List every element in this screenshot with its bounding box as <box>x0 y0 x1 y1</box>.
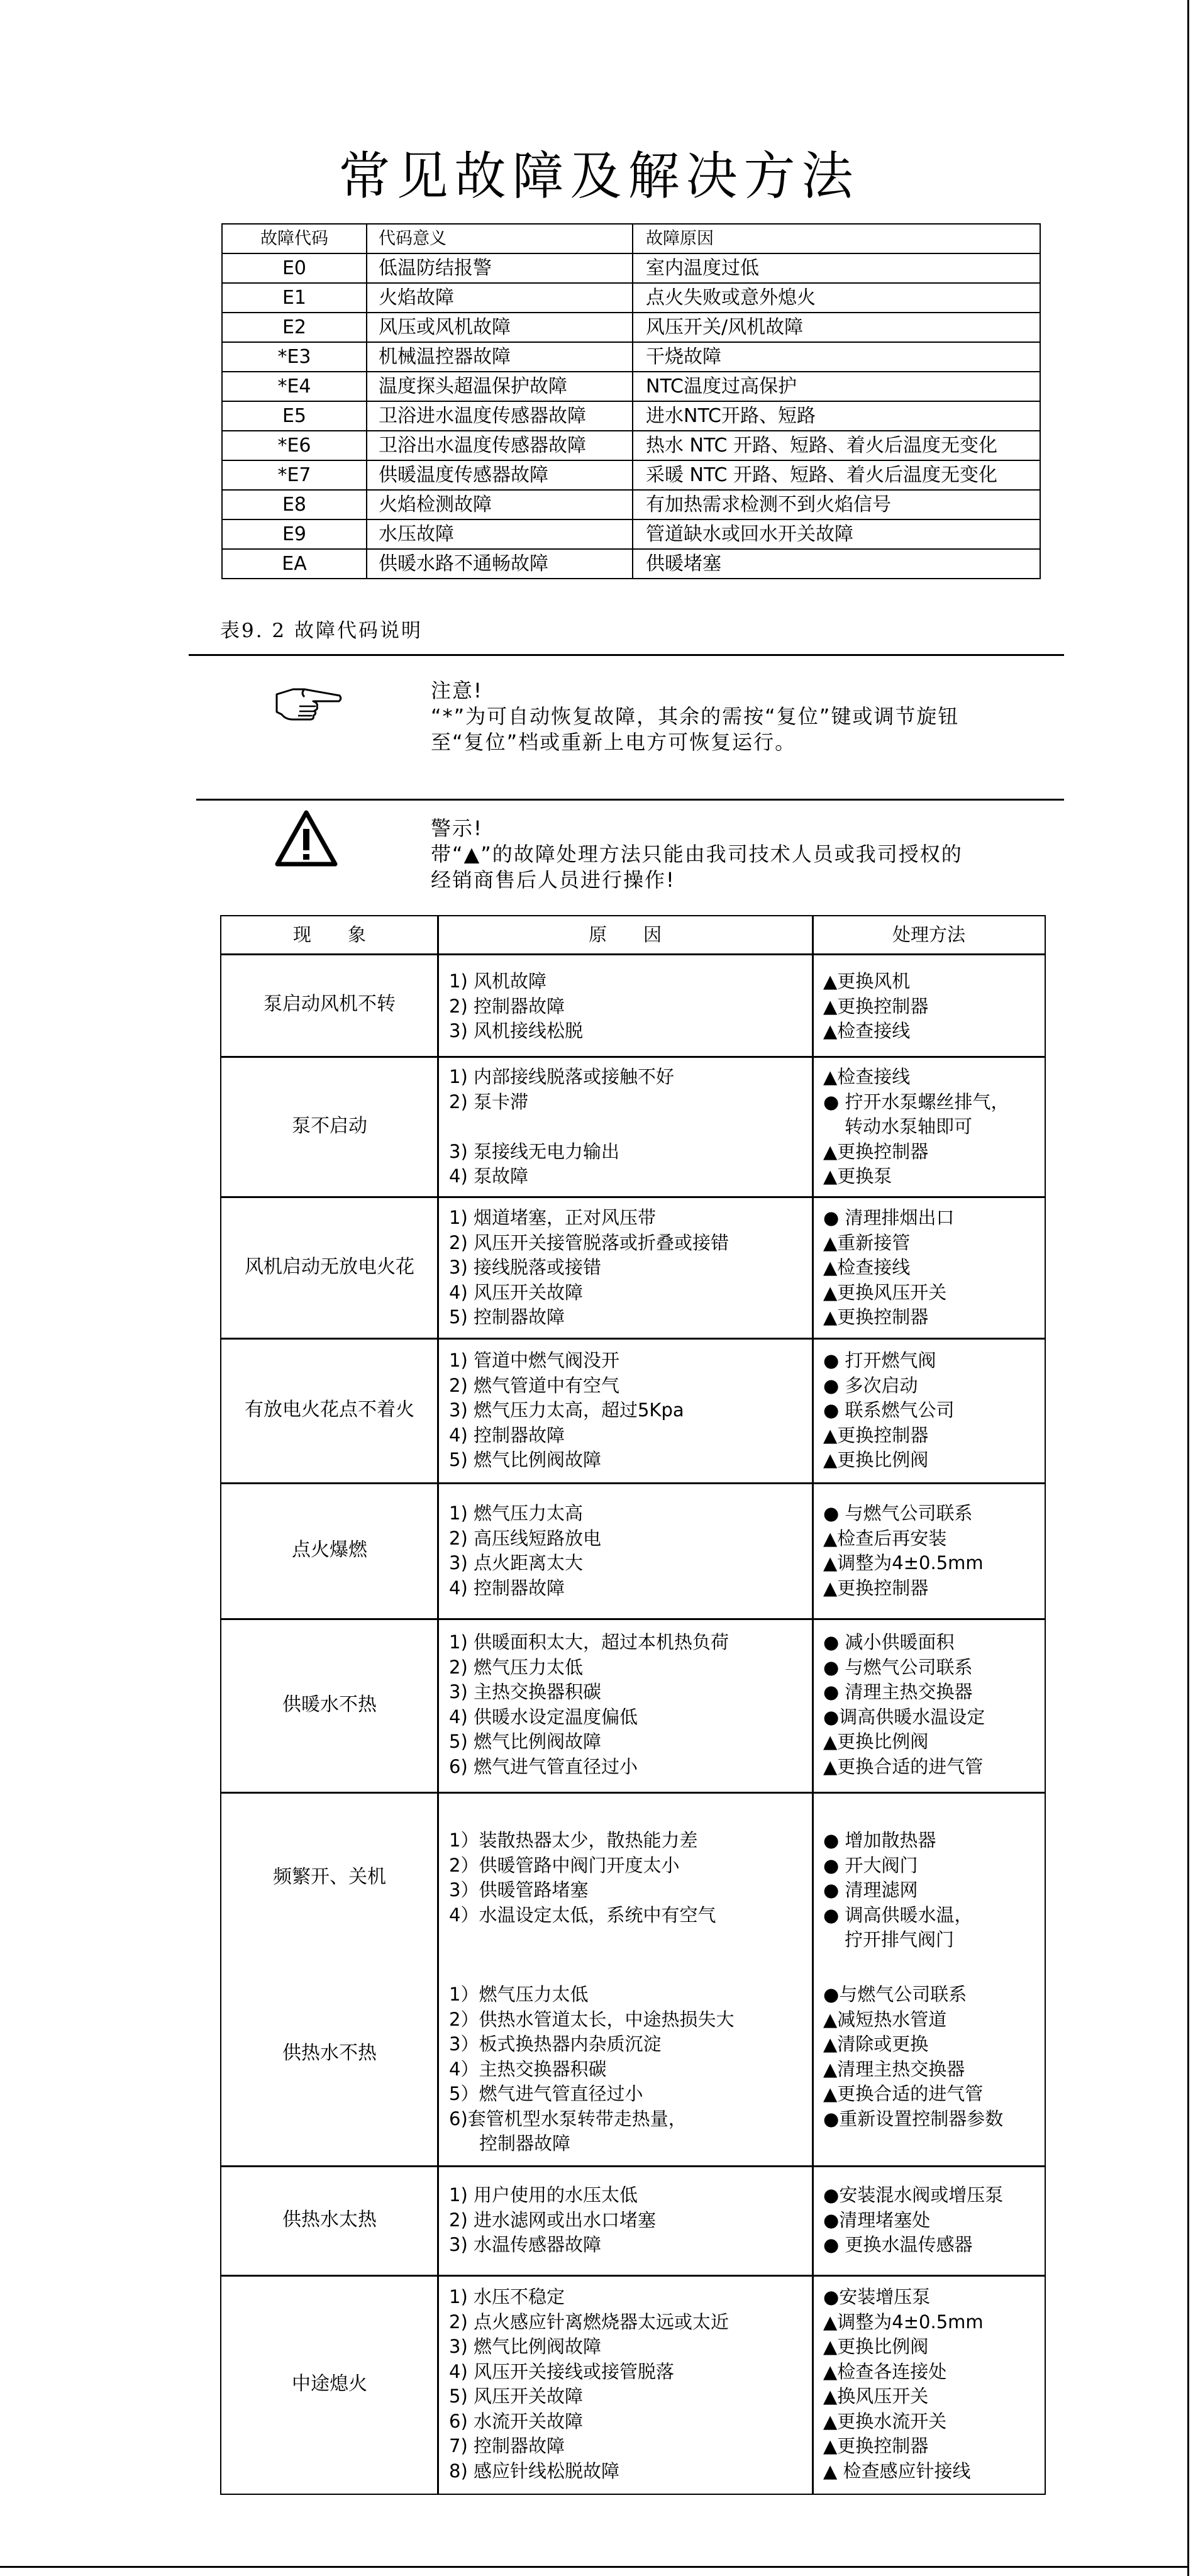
meaning-cell: 卫浴出水温度传感器故障 <box>367 431 633 460</box>
table-row <box>222 431 1040 460</box>
cause-list <box>449 1206 814 1330</box>
cause-list <box>449 1348 814 1473</box>
cause-item: 4) 供暖水设定温度偏低 <box>449 1706 638 1728</box>
method-item: 拧开排气阀门 <box>845 1929 955 1950</box>
cause-item: 1) 供暖面积太大，超过本机热负荷 <box>449 1631 729 1653</box>
page-title: 常见故障及解决方法 <box>338 147 860 206</box>
cause-cell: 管道缺水或回水开关故障 <box>633 519 1040 549</box>
symptom-cell: 泵启动风机不转 <box>263 993 396 1015</box>
method-item: ● 拧开水泵螺丝排气， <box>823 1091 1009 1113</box>
divider-line <box>196 799 1064 801</box>
cause-item: 1）装散热器太少，散热能力差 <box>449 1829 698 1851</box>
cause-cell: 点火失败或意外熄火 <box>633 283 1040 313</box>
method-item: ●调高供暖水温设定 <box>823 1706 985 1728</box>
cause-item: 1) 用户使用的水压太低 <box>449 2184 638 2206</box>
cause-item: 1) 内部接线脱落或接触不好 <box>449 1066 674 1087</box>
cause-item: 控制器故障 <box>479 2133 571 2154</box>
table-row <box>222 313 1040 342</box>
table-row <box>222 283 1040 313</box>
meaning-cell: 火焰故障 <box>367 283 633 313</box>
cause-cell: 采暖 NTC 开路、短路、着火后温度无变化 <box>633 460 1040 490</box>
method-item: ● 与燃气公司联系 <box>823 1502 973 1524</box>
code-cell: E8 <box>222 490 367 519</box>
method-item: ▲调整为4±0.5mm <box>823 1552 984 1574</box>
cause-item: 3) 水温传感器故障 <box>449 2234 601 2255</box>
warning-block <box>431 816 963 893</box>
method-item: ● 调高供暖水温， <box>823 1904 973 1926</box>
cause-cell: 室内温度过低 <box>633 253 1040 283</box>
cause-item: 2) 点火感应针离燃烧器太远或太近 <box>449 2311 729 2333</box>
row-divider <box>221 1618 1045 1620</box>
cause-cell: 进水NTC开路、短路 <box>633 401 1040 431</box>
cause-item: 7) 控制器故障 <box>449 2435 565 2457</box>
cause-item: 6) 水流开关故障 <box>449 2410 583 2432</box>
method-list <box>823 1828 1043 1953</box>
cause-item: 3) 燃气压力太高，超过5Kpa <box>449 1399 684 1421</box>
method-list <box>823 1501 1043 1601</box>
code-cell: E2 <box>222 313 367 342</box>
cause-item: 3) 风机接线松脱 <box>449 1020 583 1041</box>
method-item: ▲更换控制器 <box>823 1424 929 1446</box>
method-list <box>823 1348 1043 1473</box>
method-list <box>823 2285 1043 2484</box>
method-item: ●与燃气公司联系 <box>823 1984 967 2005</box>
divider-line <box>189 654 1064 656</box>
row-divider <box>221 1196 1045 1198</box>
method-item: ▲重新接管 <box>823 1231 911 1253</box>
error-code-table <box>221 223 1041 579</box>
cause-item: 3) 燃气比例阀故障 <box>449 2336 601 2357</box>
method-item: ▲减短热水管道 <box>823 2008 947 2030</box>
method-item: ● 与燃气公司联系 <box>823 1656 973 1678</box>
header-code: 故障代码 <box>222 224 367 253</box>
method-item: ▲更换比例阀 <box>823 1449 929 1470</box>
row-divider <box>221 953 1045 955</box>
meaning-cell: 温度探头超温保护故障 <box>367 372 633 401</box>
method-item: ▲调整为4±0.5mm <box>823 2311 984 2333</box>
method-list <box>823 2183 1043 2258</box>
cause-item: 3) 主热交换器积碳 <box>449 1681 601 1702</box>
code-cell: *E4 <box>222 372 367 401</box>
cause-item: 8) 感应针线松脱故障 <box>449 2460 619 2482</box>
table-row <box>222 342 1040 372</box>
method-item: ▲更换控制器 <box>823 1306 929 1328</box>
method-item: ▲更换泵 <box>823 1165 892 1187</box>
code-cell: *E6 <box>222 431 367 460</box>
symptom-cell: 泵不启动 <box>292 1115 367 1137</box>
table-row <box>222 490 1040 519</box>
table-row <box>222 253 1040 283</box>
warning-title: 警示! <box>431 816 483 840</box>
symptom-cell: 频繁开、关机 <box>273 1866 386 1888</box>
code-cell: E0 <box>222 253 367 283</box>
symptom-cell: 中途熄火 <box>292 2373 367 2395</box>
cause-item: 4) 风压开关接线或接管脱落 <box>449 2360 674 2382</box>
header-method: 处理方法 <box>892 924 965 945</box>
warning-line: 带“▲”的故障处理方法只能由我司技术人员或我司授权的 <box>431 842 963 866</box>
code-cell: E5 <box>222 401 367 431</box>
cause-item: 1) 管道中燃气阀没开 <box>449 1350 619 1371</box>
cause-list <box>449 1630 814 1779</box>
cause-list <box>449 2183 814 2258</box>
row-divider <box>221 1482 1045 1484</box>
cause-cell: 热水 NTC 开路、短路、着火后温度无变化 <box>633 431 1040 460</box>
cause-list <box>449 969 814 1044</box>
row-divider <box>221 2275 1045 2277</box>
cause-item: 2) 控制器故障 <box>449 995 565 1017</box>
method-item: ▲更换控制器 <box>823 1577 929 1599</box>
method-item: ▲更换水流开关 <box>823 2410 947 2432</box>
cause-list <box>449 1982 814 2157</box>
method-item: ▲换风压开关 <box>823 2385 929 2407</box>
row-divider <box>221 2165 1045 2167</box>
method-item: ● 清理排烟出口 <box>823 1207 955 1228</box>
table-row <box>222 401 1040 431</box>
cause-item: 1) 风机故障 <box>449 970 546 992</box>
method-item: ● 打开燃气阀 <box>823 1350 936 1371</box>
meaning-cell: 供暖水路不通畅故障 <box>367 549 633 579</box>
method-item: ▲检查各连接处 <box>823 2360 947 2382</box>
cause-item: 3）板式换热器内杂质沉淀 <box>449 2033 662 2055</box>
method-item: ● 联系燃气公司 <box>823 1399 955 1421</box>
row-divider <box>221 1792 1045 1794</box>
cause-item: 2) 风压开关接管脱落或折叠或接错 <box>449 1231 729 1253</box>
method-item: ● 更换水温传感器 <box>823 2234 973 2255</box>
code-cell: EA <box>222 549 367 579</box>
pointing-hand-icon <box>274 682 343 722</box>
cause-item: 6)套管机型水泵转带走热量， <box>449 2107 687 2129</box>
table-row <box>222 460 1040 490</box>
symptom-cell: 风机启动无放电火花 <box>245 1256 414 1278</box>
code-cell: *E3 <box>222 342 367 372</box>
cause-list <box>449 1501 814 1601</box>
cause-item: 3) 点火距离太大 <box>449 1552 583 1574</box>
notice-line: 至“复位”档或重新上电方可恢复运行。 <box>431 730 797 754</box>
spacer <box>449 1114 814 1140</box>
cause-item: 5) 燃气比例阀故障 <box>449 1449 601 1470</box>
method-item: ▲更换控制器 <box>823 2435 929 2457</box>
cause-cell: 风压开关/风机故障 <box>633 313 1040 342</box>
warning-line: 经销商售后人员进行操作! <box>431 868 675 892</box>
method-item: ● 增加散热器 <box>823 1829 936 1851</box>
table-header-row <box>222 224 1040 253</box>
method-item: ▲检查后再安装 <box>823 1527 947 1549</box>
method-item: ▲更换比例阀 <box>823 1731 929 1752</box>
method-list <box>823 969 1043 1044</box>
cause-item: 4）水温设定太低，系统中有空气 <box>449 1904 716 1926</box>
method-list <box>823 1630 1043 1779</box>
code-cell: E9 <box>222 519 367 549</box>
header-meaning: 代码意义 <box>367 224 633 253</box>
cause-item: 5) 控制器故障 <box>449 1306 565 1328</box>
table-row <box>222 519 1040 549</box>
cause-cell: 干烧故障 <box>633 342 1040 372</box>
cause-item: 5）燃气进气管直径过小 <box>449 2083 643 2104</box>
row-divider <box>221 1338 1045 1340</box>
cause-list <box>449 2285 814 2484</box>
method-item: ● 减小供暖面积 <box>823 1631 955 1653</box>
method-item: ▲更换控制器 <box>823 995 929 1017</box>
notice-title: 注意! <box>431 679 483 702</box>
cause-item: 3) 泵接线无电力输出 <box>449 1140 619 1162</box>
table-caption: 表9. 2 故障代码说明 <box>220 619 423 642</box>
method-item: ▲更换风机 <box>823 970 911 992</box>
code-cell: *E7 <box>222 460 367 490</box>
meaning-cell: 火焰检测故障 <box>367 490 633 519</box>
cause-list <box>449 1828 814 1928</box>
header-cause: 原 因 <box>588 924 662 945</box>
header-cause: 故障原因 <box>633 224 1040 253</box>
method-item: ▲更换合适的进气管 <box>823 2083 984 2104</box>
cause-item: 2) 进水滤网或出水口堵塞 <box>449 2209 656 2231</box>
cause-item: 5) 风压开关故障 <box>449 2385 583 2407</box>
table-row <box>222 549 1040 579</box>
cause-item: 1) 水压不稳定 <box>449 2286 565 2307</box>
method-item: ●重新设置控制器参数 <box>823 2107 1004 2129</box>
symptom-cell: 供热水太热 <box>282 2209 377 2231</box>
method-item: ▲更换合适的进气管 <box>823 1755 984 1777</box>
meaning-cell: 水压故障 <box>367 519 633 549</box>
cause-item: 3）供暖管路堵塞 <box>449 1879 589 1901</box>
method-item: ▲ 检查感应针接线 <box>823 2460 971 2482</box>
troubleshooting-table <box>220 915 1046 2495</box>
method-list <box>823 1065 1043 1189</box>
table-row <box>222 372 1040 401</box>
method-item: ● 清理滤网 <box>823 1879 918 1901</box>
cause-item: 2) 高压线短路放电 <box>449 1527 601 1549</box>
code-cell: E1 <box>222 283 367 313</box>
row-divider <box>221 1056 1045 1058</box>
method-item: ▲清理主热交换器 <box>823 2058 965 2080</box>
meaning-cell: 低温防结报警 <box>367 253 633 283</box>
method-item: ▲更换控制器 <box>823 1140 929 1162</box>
method-item: ● 开大阀门 <box>823 1854 918 1876</box>
notice-line: “*”为可自动恢复故障，其余的需按“复位”键或调节旋钮 <box>431 704 960 728</box>
notice-block <box>431 678 959 755</box>
cause-cell: NTC温度过高保护 <box>633 372 1040 401</box>
cause-item: 5) 燃气比例阀故障 <box>449 1731 601 1752</box>
meaning-cell: 供暖温度传感器故障 <box>367 460 633 490</box>
cause-item: 3) 接线脱落或接错 <box>449 1257 601 1278</box>
symptom-cell: 供热水不热 <box>282 2042 377 2064</box>
meaning-cell: 卫浴进水温度传感器故障 <box>367 401 633 431</box>
method-item: 转动水泵轴即可 <box>845 1116 973 1137</box>
method-item: ●清理堵塞处 <box>823 2209 931 2231</box>
method-item: ▲检查接线 <box>823 1066 911 1087</box>
cause-item: 2) 燃气压力太低 <box>449 1656 583 1678</box>
meaning-cell: 风压或风机故障 <box>367 313 633 342</box>
cause-item: 2) 燃气管道中有空气 <box>449 1374 619 1396</box>
warning-triangle-icon <box>275 810 338 867</box>
cause-item: 4) 泵故障 <box>449 1165 528 1187</box>
cause-list <box>449 1065 814 1189</box>
method-item: ▲检查接线 <box>823 1257 911 1278</box>
cause-item: 4）主热交换器积碳 <box>449 2058 607 2080</box>
cause-item: 1）燃气压力太低 <box>449 1984 589 2005</box>
method-list <box>823 1982 1043 2131</box>
symptom-cell: 点火爆燃 <box>292 1539 367 1561</box>
method-item: ▲更换风压开关 <box>823 1281 947 1303</box>
method-item: ●安装增压泵 <box>823 2286 931 2307</box>
method-item: ●安装混水阀或增压泵 <box>823 2184 1004 2206</box>
cause-item: 2）供热水管道太长，中途热损失大 <box>449 2008 735 2030</box>
method-list <box>823 1206 1043 1330</box>
cause-item: 4) 控制器故障 <box>449 1577 565 1599</box>
symptom-cell: 供暖水不热 <box>282 1694 377 1716</box>
cause-item: 4) 风压开关故障 <box>449 1281 583 1303</box>
header-symptom: 现 象 <box>292 924 366 945</box>
method-item: ▲检查接线 <box>823 1020 911 1041</box>
method-item: ● 多次启动 <box>823 1374 918 1396</box>
method-item: ● 清理主热交换器 <box>823 1681 973 1702</box>
symptom-cell: 有放电火花点不着火 <box>245 1399 414 1421</box>
page-border-bottom <box>0 2566 1189 2568</box>
meaning-cell: 机械温控器故障 <box>367 342 633 372</box>
method-item: ▲更换比例阀 <box>823 2336 929 2357</box>
cause-item: 4) 控制器故障 <box>449 1424 565 1446</box>
cause-item: 1) 烟道堵塞，正对风压带 <box>449 1207 656 1228</box>
cause-item: 6) 燃气进气管直径过小 <box>449 1755 638 1777</box>
page-border-right <box>1187 0 1189 2576</box>
cause-cell: 供暖堵塞 <box>633 549 1040 579</box>
method-item: ▲清除或更换 <box>823 2033 929 2055</box>
cause-item: 1) 燃气压力太高 <box>449 1502 583 1524</box>
cause-item: 2）供暖管路中阀门开度太小 <box>449 1854 680 1876</box>
cause-item: 2) 泵卡滞 <box>449 1091 528 1113</box>
cause-cell: 有加热需求检测不到火焰信号 <box>633 490 1040 519</box>
